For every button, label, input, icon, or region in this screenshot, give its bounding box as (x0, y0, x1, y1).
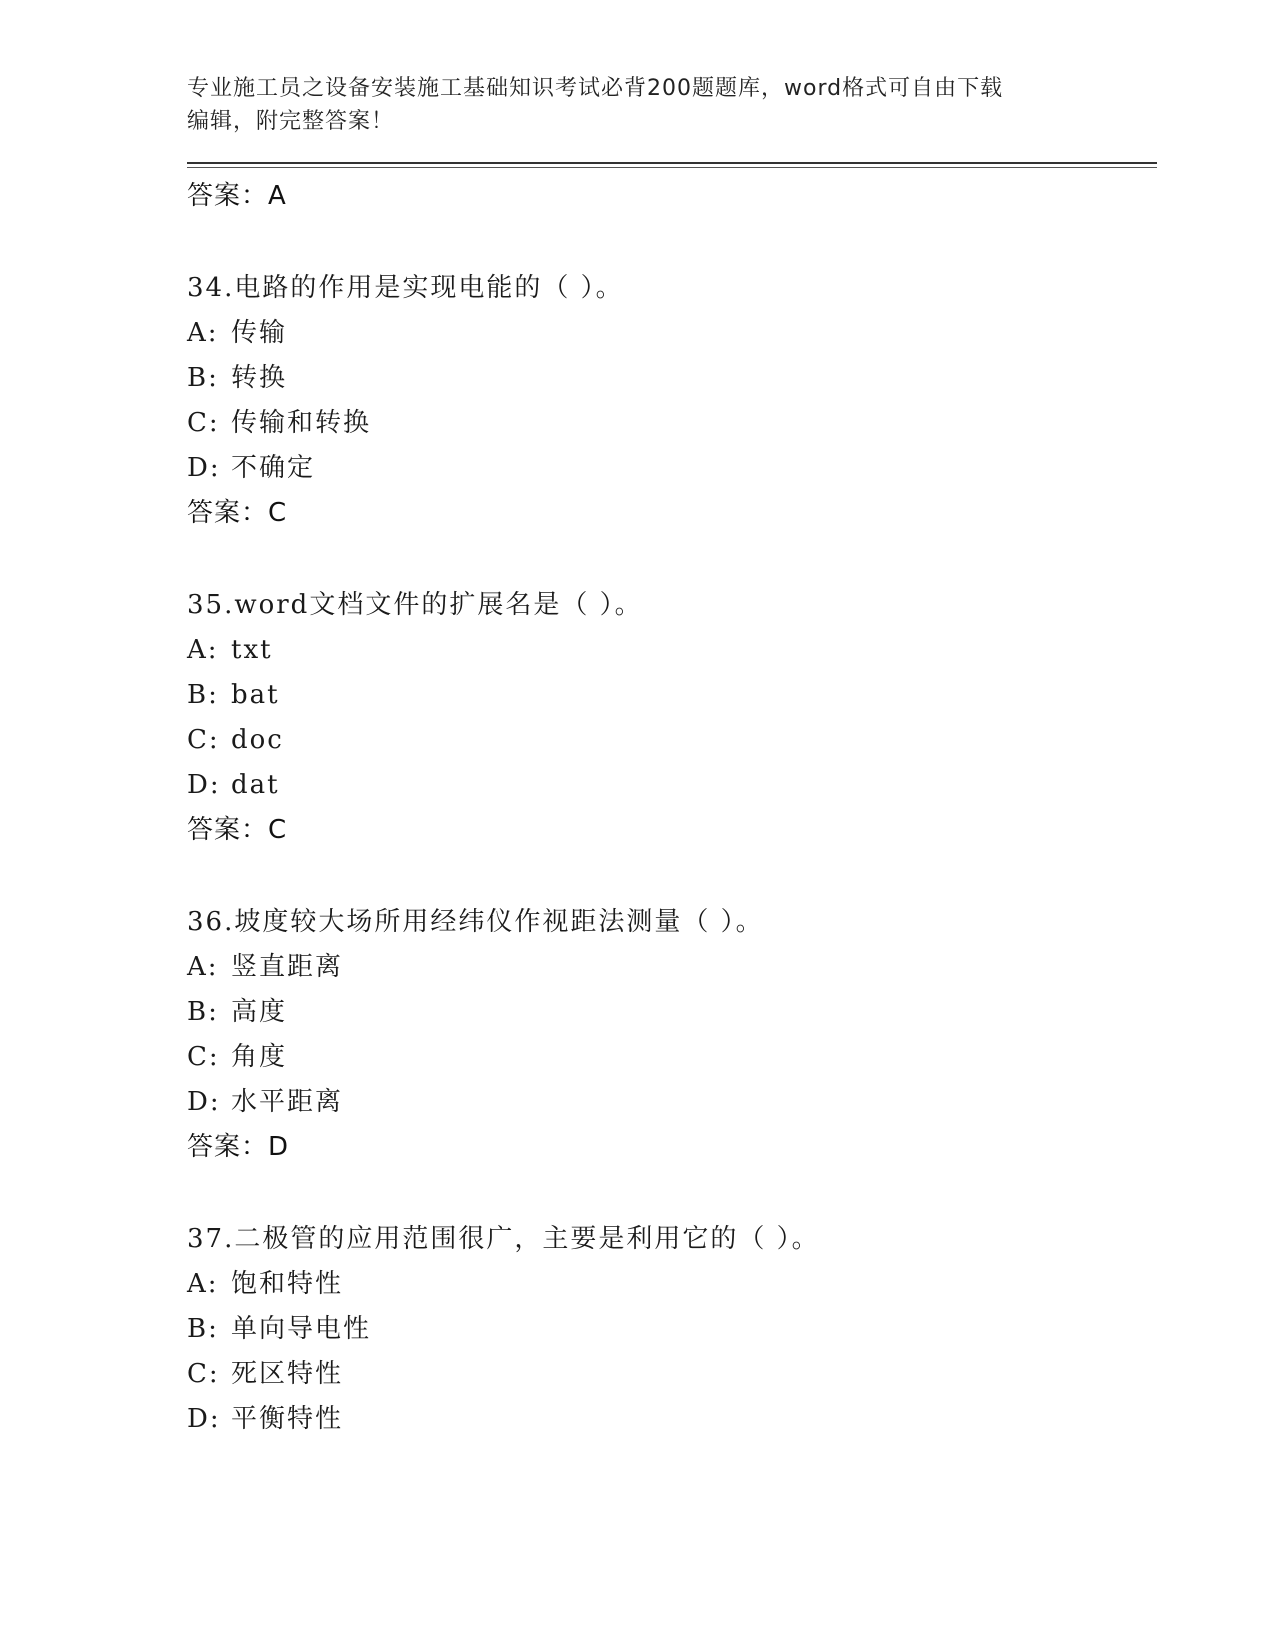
option-d (187, 446, 1157, 491)
option-d (187, 1397, 1157, 1442)
option-text: 水平距离 (231, 1087, 344, 1117)
option-letter: D: (187, 1404, 221, 1434)
option-letter: B: (187, 680, 219, 710)
option-text: 单向导电性 (231, 1314, 372, 1344)
option-d (187, 1080, 1157, 1125)
option-text: 转换 (231, 363, 288, 393)
option-letter: C: (187, 1042, 220, 1072)
option-a (187, 628, 1157, 673)
option-letter: B: (187, 997, 219, 1027)
option-c (187, 718, 1157, 763)
option-letter: B: (187, 1314, 219, 1344)
option-text: 角度 (231, 1042, 288, 1072)
document-page (187, 72, 1157, 1442)
document-header (187, 72, 1087, 138)
option-letter: D: (187, 1087, 221, 1117)
option-b (187, 356, 1157, 401)
answer-line: 答案：C (187, 815, 288, 845)
option-text: txt (231, 635, 273, 665)
question-title: 36.坡度较大场所用经纬仪作视距法测量（ ）。 (187, 907, 764, 937)
option-text: 饱和特性 (231, 1269, 344, 1299)
option-letter: A: (187, 1269, 219, 1299)
option-letter: B: (187, 363, 219, 393)
answer-line: 答案：C (187, 498, 288, 528)
option-b (187, 1307, 1157, 1352)
option-a (187, 311, 1157, 356)
option-a (187, 945, 1157, 990)
question-block (187, 1217, 1157, 1442)
option-letter: A: (187, 952, 219, 982)
option-letter: D: (187, 453, 221, 483)
option-text: 高度 (231, 997, 288, 1027)
question-title: 34.电路的作用是实现电能的（ ）。 (187, 273, 624, 303)
option-c (187, 1035, 1157, 1080)
option-text: 传输 (231, 318, 288, 348)
option-letter: A: (187, 635, 219, 665)
option-c (187, 1352, 1157, 1397)
option-text: 平衡特性 (231, 1404, 344, 1434)
option-c (187, 401, 1157, 446)
option-text: 传输和转换 (231, 408, 372, 438)
header-line-1: 专业施工员之设备安装施工基础知识考试必背200题题库，word格式可自由下载 (187, 76, 1004, 101)
option-letter: C: (187, 1359, 220, 1389)
option-text: 死区特性 (231, 1359, 344, 1389)
question-list (187, 266, 1157, 1442)
option-text: doc (231, 725, 284, 755)
option-letter: D: (187, 770, 221, 800)
option-text: 竖直距离 (231, 952, 344, 982)
answer-line: 答案：D (187, 1132, 290, 1162)
option-text: 不确定 (231, 453, 316, 483)
option-b (187, 990, 1157, 1035)
option-text: dat (231, 770, 280, 800)
option-letter: A: (187, 318, 219, 348)
question-title: 37.二极管的应用范围很广，主要是利用它的（ ）。 (187, 1224, 820, 1254)
option-d (187, 763, 1157, 808)
option-letter: C: (187, 725, 220, 755)
option-a (187, 1262, 1157, 1307)
option-b (187, 673, 1157, 718)
question-block (187, 583, 1157, 853)
question-block (187, 266, 1157, 536)
option-letter: C: (187, 408, 220, 438)
header-line-2: 编辑，附完整答案！ (187, 109, 395, 134)
question-block (187, 900, 1157, 1170)
header-divider (187, 162, 1157, 168)
question-title: 35.word文档文件的扩展名是（ ）。 (187, 590, 643, 620)
option-text: bat (231, 680, 280, 710)
answer-33: 答案：A (187, 181, 287, 211)
